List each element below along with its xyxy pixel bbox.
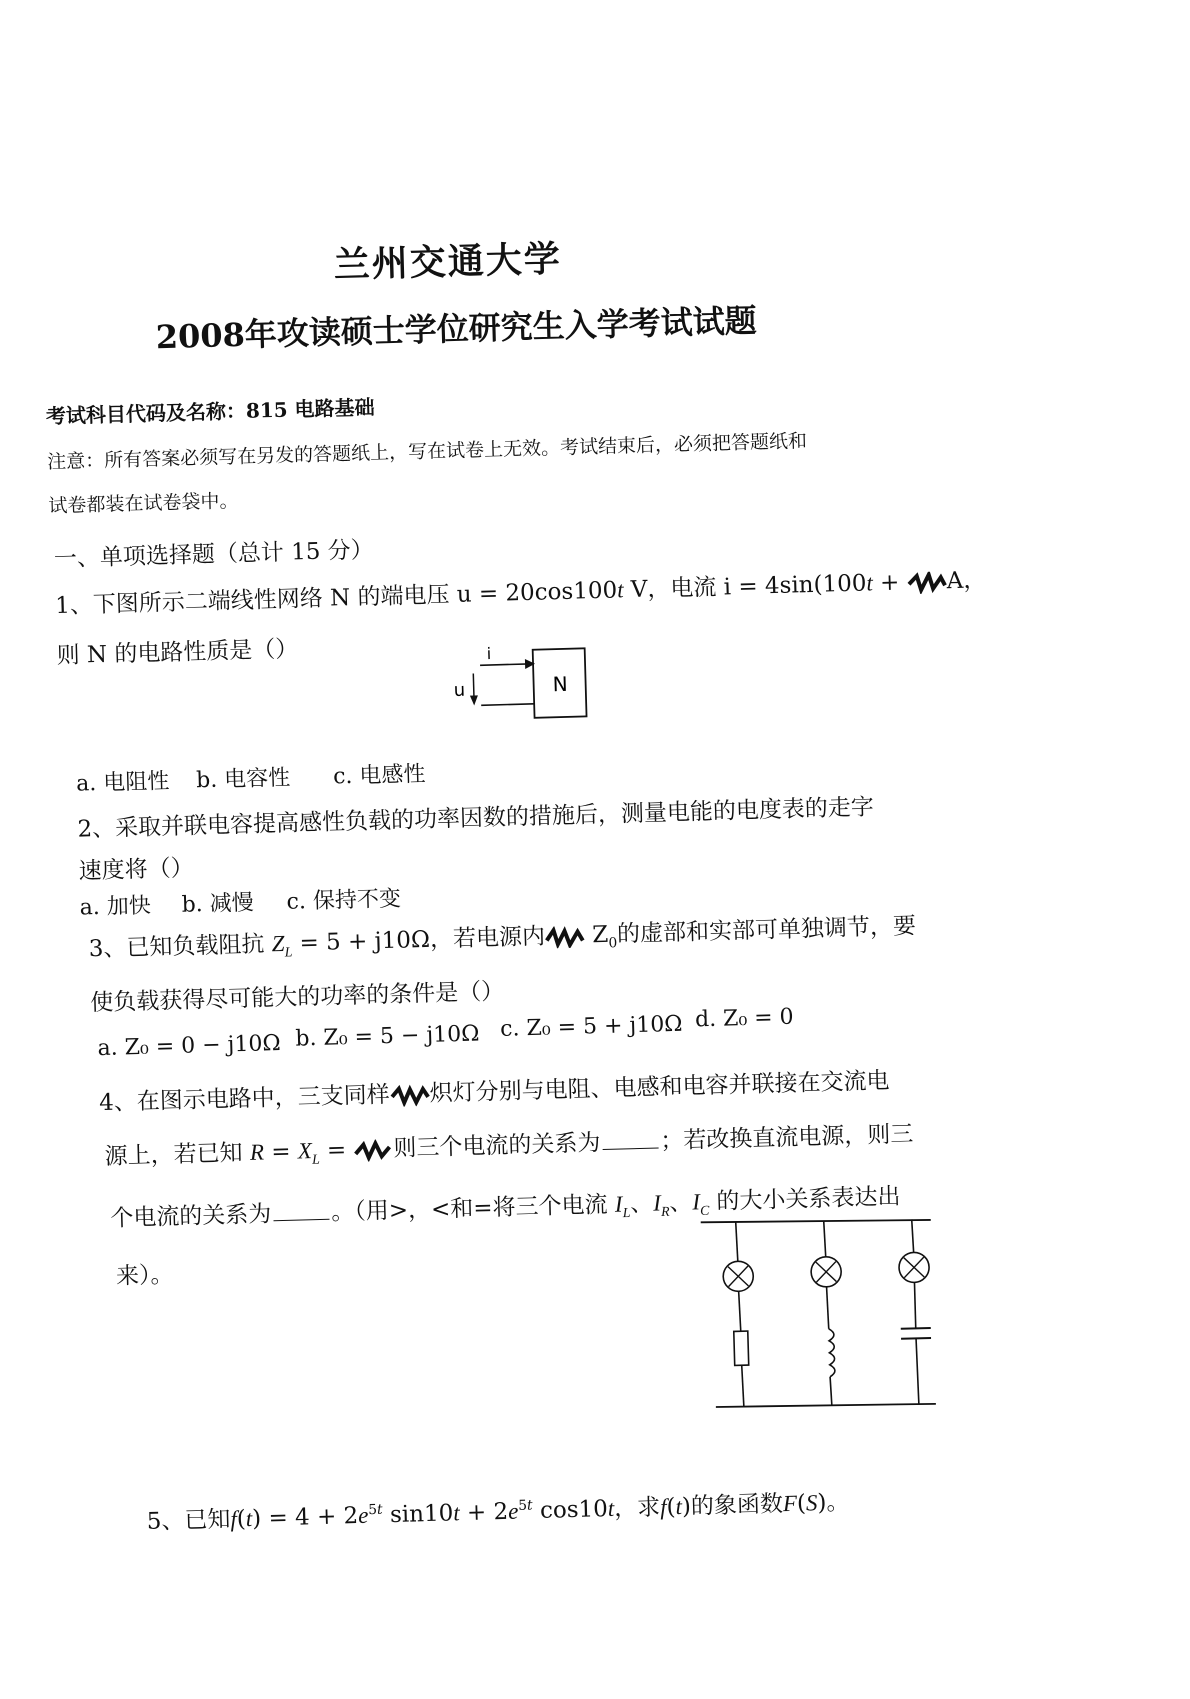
branch3-wire-mid (914, 1282, 915, 1328)
branch2-wire-mid (827, 1287, 829, 1329)
q3-line1: 3、已知负载阻抗 $Z_L = 5 + j10\Omega$，若电源内 $Z_0$的虚部和实部可单独调节，要 (88, 913, 917, 963)
inductor-icon (829, 1329, 835, 1377)
q4-text-b: 炽灯分别与电阻、电感和电容并联接在交流电 (429, 1068, 890, 1107)
q2-option-c: c. 保持不变 (286, 886, 402, 915)
q4-text-g: 。（用 (330, 1198, 390, 1226)
capacitor-icon (901, 1328, 931, 1329)
q5-text-d: 。 (826, 1489, 850, 1516)
notice-line-2: 试卷都装在试卷袋中。 (48, 489, 239, 518)
branch3-wire-bottom (916, 1338, 919, 1404)
network-label: N (552, 671, 568, 697)
q4-line1 (99, 1062, 890, 1117)
branch2-wire-bottom (830, 1377, 832, 1406)
bottom-bus-wire (716, 1401, 936, 1410)
q4-text-a: 4、在图示电路中，三支同样 (98, 1081, 391, 1117)
q4-text-c: 源上，若已知 (104, 1139, 251, 1170)
q5-text-b: ，求 (613, 1494, 661, 1522)
parallel-lamp-circuit (690, 1205, 956, 1422)
scribble-mark (389, 1084, 430, 1107)
q3-option-a: a. Z₀ = 0 − j10Ω (97, 1031, 282, 1062)
subject-line: 考试科目代码及名称：815 电路基础 (45, 395, 375, 429)
q4-line4: 来）。 (115, 1262, 174, 1290)
q3-option-d: d. Z₀ = 0 (694, 1004, 794, 1033)
q3-text-b: = 5 + j10Ω，若电源内 (291, 923, 546, 957)
q3-text-c: 的虚部和实部可单独调节，要 (616, 913, 917, 948)
q4-text-f: 个电流的关系为 (110, 1201, 272, 1232)
q1-text-b: V，电流 i = 4sin(100 (623, 570, 867, 604)
q1-line1: 1、下图所示二端线性网络 N 的端电压 u = 20cos100t V，电流 i = 4sin(100t + A， (54, 567, 987, 620)
exam-title: 2008年攻读硕士学位研究生入学考试试题 (155, 301, 758, 357)
q1-option-a: a. 电阻性 (75, 769, 170, 797)
q1-text-a: 1、下图所示二端线性网络 N 的端电压 u = 20cos100 (54, 577, 618, 620)
resistor-icon (734, 1331, 749, 1365)
q3-option-b: b. Z₀ = 5 − j10Ω (295, 1021, 480, 1052)
university-title: 兰州交通大学 (333, 237, 563, 287)
current-label: i (486, 643, 492, 664)
q2-option-b: b. 减慢 (181, 890, 255, 918)
q4-text-d: 则三个电流的关系为 (393, 1130, 601, 1162)
scribble-mark (353, 1139, 394, 1162)
q4-text-h: ，<和=将三个电流 (407, 1191, 608, 1224)
q4-text-e: ；若改换直流电源，则三 (660, 1121, 914, 1155)
q2-line2: 速度将（） (78, 855, 194, 885)
q1-option-c: c. 电感性 (332, 761, 426, 790)
q1-line2: 则 N 的电路性质是（） (56, 636, 299, 670)
q2-line1: 2、采取并联电容提高感性负载的功率因数的措施后，测量电能的电度表的走字 (77, 794, 875, 843)
two-terminal-network-diagram (434, 640, 596, 734)
scribble-mark (906, 571, 947, 594)
q1-option-b: b. 电容性 (195, 765, 291, 794)
branch3-wire-top (912, 1219, 914, 1252)
q1-text-c: A， (946, 567, 987, 595)
branch1-wire-mid (739, 1291, 741, 1331)
bottom-wire (481, 704, 534, 705)
branch1-wire-top (736, 1222, 738, 1261)
q3-text-a: 3、已知负载阻抗 (88, 931, 265, 963)
q4-line2: 源上，若已知 $R = X_L$ = 则三个电流的关系为 ；若改换直流电源，则三 (104, 1121, 914, 1170)
q5-line: 5、已知$f(t) = 4 + 2e^{5t}$ $\sin 10t + 2e^{5t}$ cos10t，求f(t)的象函数F(S)。 (146, 1489, 850, 1535)
q2-option-a: a. 加快 (79, 893, 152, 921)
q5-text-c: 的象函数 (690, 1491, 784, 1520)
q3-option-c: c. Z₀ = 5 + j10Ω (499, 1011, 683, 1042)
answer-blank (603, 1146, 659, 1150)
branch1-wire-bottom (742, 1365, 744, 1407)
q4-text-i: 的大小关系表达出 (716, 1183, 901, 1215)
scribble-mark (545, 925, 586, 948)
notice-line-1: 注意：所有答案必须写在另发的答题纸上，写在试卷上无效。考试结束后，必须把答题纸和 (46, 430, 808, 474)
branch2-wire-top (824, 1221, 826, 1257)
answer-blank (273, 1218, 329, 1222)
q3-line2: 使负载获得尽可能大的功率的条件是（） (89, 978, 505, 1017)
voltage-label: u (453, 679, 466, 702)
section-heading: 一、单项选择题（总计 15 分） (53, 537, 375, 573)
voltage-arrow-icon (470, 695, 478, 705)
q5-text-a: 5、已知 (146, 1506, 231, 1535)
q4-line3: 个电流的关系为 。（用>，<和=将三个电流 $I_L$、$I_R$、$I_C$ 的大小关系表达出 (110, 1183, 901, 1232)
